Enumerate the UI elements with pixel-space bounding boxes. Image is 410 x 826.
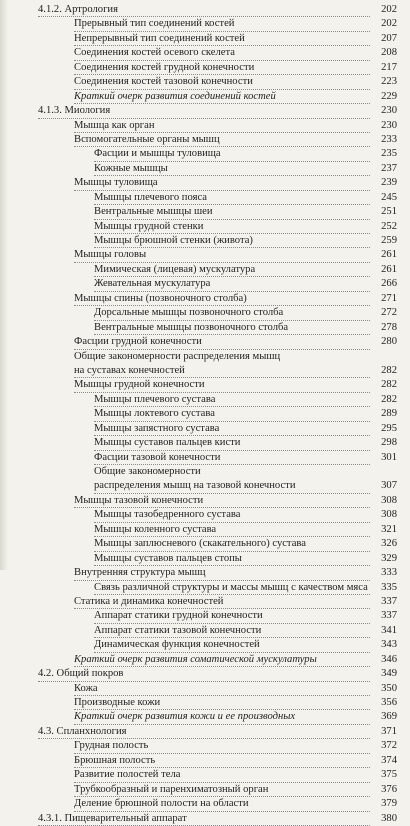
- toc-entry-page: 374: [381, 754, 397, 766]
- toc-entry: [0, 234, 410, 248]
- toc-entry: [0, 378, 410, 392]
- toc-entry-title: 4.3. Спланхнология: [38, 725, 370, 739]
- toc-entry: [0, 494, 410, 508]
- toc-entry: [0, 667, 410, 681]
- toc-entry-page: 321: [381, 523, 397, 535]
- toc-entry-title: Кожа: [74, 682, 370, 696]
- toc-entry-page: 223: [381, 76, 397, 88]
- toc-entry-page: 307: [381, 480, 397, 492]
- toc-entry: [0, 465, 410, 479]
- toc-entry-title: 4.1.2. Артрология: [38, 3, 370, 17]
- toc-entry-title: Аппарат статики тазовой конечности: [94, 624, 370, 638]
- toc-entry-page: 251: [381, 206, 397, 218]
- toc-entry-title: Общие закономерности: [94, 466, 201, 477]
- toc-entry: [0, 451, 410, 465]
- toc-entry-title: распределения мышц на тазовой конечности: [94, 479, 370, 493]
- toc-entry-title: Мышцы суставов пальцев кисти: [94, 436, 370, 450]
- table-of-contents: [0, 3, 410, 826]
- toc-entry-page: 230: [381, 105, 397, 117]
- toc-entry: [0, 147, 410, 161]
- toc-entry-page: 271: [381, 292, 397, 304]
- toc-entry-page: 337: [381, 610, 397, 622]
- toc-entry-page: 308: [381, 509, 397, 521]
- toc-entry-title: Мышцы грудной стенки: [94, 220, 370, 234]
- toc-entry-title: Мимическая (лицевая) мускулатура: [94, 263, 370, 277]
- toc-entry: [0, 292, 410, 306]
- toc-entry-page: 282: [381, 364, 397, 376]
- toc-entry-title: 4.2. Общий покров: [38, 667, 370, 681]
- toc-entry: [0, 75, 410, 89]
- toc-entry-page: 308: [381, 494, 397, 506]
- toc-entry-title: Мышцы тазовой конечности: [74, 494, 370, 508]
- toc-entry: [0, 479, 410, 493]
- toc-entry: [0, 609, 410, 623]
- toc-entry: [0, 523, 410, 537]
- toc-entry-page: 229: [381, 90, 397, 102]
- toc-entry-title: Фасции грудной конечности: [74, 335, 370, 349]
- toc-entry: [0, 133, 410, 147]
- toc-entry: [0, 248, 410, 262]
- toc-entry: [0, 90, 410, 104]
- toc-entry: [0, 581, 410, 595]
- toc-entry-title: Мышцы грудной конечности: [74, 378, 370, 392]
- toc-entry: [0, 191, 410, 205]
- toc-entry-title: Дорсальные мышцы позвоночного столба: [94, 306, 370, 320]
- toc-entry-title: Мышцы заплюсневого (скакательного) сустава: [94, 537, 370, 551]
- toc-entry-title: Жевательная мускулатура: [94, 277, 370, 291]
- toc-entry: [0, 638, 410, 652]
- toc-entry-title: Мышцы головы: [74, 248, 370, 262]
- toc-entry-title: Краткий очерк развития соединений костей: [74, 90, 370, 104]
- toc-entry-page: 298: [381, 437, 397, 449]
- toc-entry-title: Соединения костей грудной конечности: [74, 61, 370, 75]
- toc-entry-title: Производные кожи: [74, 696, 370, 710]
- toc-entry: [0, 783, 410, 797]
- toc-entry: [0, 364, 410, 378]
- toc-entry: [0, 508, 410, 522]
- toc-entry: [0, 220, 410, 234]
- toc-entry-page: 261: [381, 263, 397, 275]
- toc-entry-title: Мышцы плечевого пояса: [94, 191, 370, 205]
- toc-entry: [0, 812, 410, 826]
- toc-entry-page: 301: [381, 451, 397, 463]
- toc-entry-page: 233: [381, 133, 397, 145]
- toc-entry: [0, 595, 410, 609]
- toc-entry-page: 329: [381, 552, 397, 564]
- toc-entry-title: Мышцы туловища: [74, 176, 370, 190]
- toc-entry-title: Мышцы локтевого сустава: [94, 407, 370, 421]
- toc-entry-page: 202: [381, 4, 397, 15]
- toc-entry-page: 375: [381, 769, 397, 781]
- toc-entry-title: Трубкообразный и паренхиматозный орган: [74, 783, 370, 797]
- toc-entry-page: 202: [381, 18, 397, 30]
- toc-entry: [0, 306, 410, 320]
- toc-entry: [0, 3, 410, 17]
- toc-entry-title: Вентральные мышцы шеи: [94, 205, 370, 219]
- toc-entry-title: Аппарат статики грудной конечности: [94, 609, 370, 623]
- toc-entry: [0, 653, 410, 667]
- toc-entry: [0, 537, 410, 551]
- toc-entry: [0, 162, 410, 176]
- toc-entry-page: 369: [381, 711, 397, 723]
- toc-entry-page: 235: [381, 148, 397, 160]
- toc-entry-page: 372: [381, 740, 397, 752]
- toc-entry-page: 208: [381, 47, 397, 59]
- toc-entry: [0, 32, 410, 46]
- toc-entry-title: Фасции и мышцы туловища: [94, 147, 370, 161]
- toc-entry-page: 343: [381, 639, 397, 651]
- toc-entry: [0, 104, 410, 118]
- toc-entry: [0, 263, 410, 277]
- toc-entry-title: Динамическая функция конечностей: [94, 638, 370, 652]
- toc-entry: [0, 335, 410, 349]
- toc-entry-page: 333: [381, 567, 397, 579]
- toc-entry-page: 335: [381, 581, 397, 593]
- toc-entry: [0, 725, 410, 739]
- toc-entry-page: 341: [381, 624, 397, 636]
- toc-entry-page: 282: [381, 393, 397, 405]
- toc-entry-page: 245: [381, 191, 397, 203]
- toc-entry: [0, 696, 410, 710]
- toc-entry-page: 326: [381, 538, 397, 550]
- toc-entry-title: Грудная полость: [74, 739, 370, 753]
- toc-entry-page: 230: [381, 119, 397, 131]
- toc-entry: [0, 17, 410, 31]
- toc-entry-page: 337: [381, 595, 397, 607]
- toc-entry: [0, 119, 410, 133]
- toc-entry-title: Соединения костей осевого скелета: [74, 46, 370, 60]
- toc-entry: [0, 739, 410, 753]
- toc-entry-page: 252: [381, 220, 397, 232]
- toc-entry-title: Статика и динамика конечностей: [74, 595, 370, 609]
- toc-entry-title: Развитие полостей тела: [74, 768, 370, 782]
- toc-entry-page: 278: [381, 321, 397, 333]
- toc-entry: [0, 422, 410, 436]
- toc-entry: [0, 321, 410, 335]
- toc-entry-title: Общие закономерности распределения мышц: [74, 350, 281, 362]
- toc-entry-title: Фасции тазовой конечности: [94, 451, 370, 465]
- toc-entry: [0, 768, 410, 782]
- toc-entry-page: 272: [381, 307, 397, 319]
- toc-entry-page: 379: [381, 798, 397, 810]
- toc-entry-page: 289: [381, 408, 397, 420]
- toc-entry-page: 261: [381, 249, 397, 261]
- toc-entry-title: Кожные мышцы: [94, 162, 370, 176]
- toc-entry: [0, 754, 410, 768]
- toc-entry-title: Прерывный тип соединений костей: [74, 17, 370, 31]
- toc-entry-title: Мышцы суставов пальцев стопы: [94, 552, 370, 566]
- toc-entry-title: на суставах конечностей: [74, 364, 370, 378]
- toc-entry: [0, 710, 410, 724]
- toc-entry: [0, 797, 410, 811]
- toc-entry-page: 237: [381, 162, 397, 174]
- toc-entry-page: 346: [381, 653, 397, 665]
- toc-entry-page: 376: [381, 783, 397, 795]
- toc-entry-page: 280: [381, 336, 397, 348]
- toc-entry: [0, 566, 410, 580]
- toc-entry: [0, 350, 410, 364]
- toc-entry: [0, 277, 410, 291]
- toc-entry: [0, 407, 410, 421]
- toc-entry: [0, 61, 410, 75]
- toc-entry-title: Мышцы запястного сустава: [94, 422, 370, 436]
- toc-entry-title: Связь различной структуры и массы мышц с качеством мяса: [94, 581, 370, 595]
- toc-entry: [0, 436, 410, 450]
- toc-entry: [0, 46, 410, 60]
- toc-entry-title: Деление брюшной полости на области: [74, 797, 370, 811]
- toc-entry-page: 259: [381, 235, 397, 246]
- toc-entry-title: Внутренняя структура мышц: [74, 566, 370, 580]
- toc-entry-title: Мышцы тазобедренного сустава: [94, 508, 370, 522]
- toc-entry-page: 295: [381, 422, 397, 434]
- toc-entry-title: Соединения костей тазовой конечности: [74, 75, 370, 89]
- toc-entry-title: Мышцы спины (позвоночного столба): [74, 292, 370, 306]
- toc-entry-page: 207: [381, 32, 397, 44]
- toc-entry-title: Краткий очерк развития соматической мускулатуры: [74, 653, 370, 667]
- toc-entry: [0, 205, 410, 219]
- toc-entry-page: 239: [381, 177, 397, 189]
- toc-entry-title: Вспомогательные органы мышц: [74, 133, 370, 147]
- toc-entry-page: 350: [381, 682, 397, 694]
- toc-entry-title: Краткий очерк развития кожи и ее производных: [74, 710, 370, 724]
- toc-entry-page: 371: [381, 725, 397, 737]
- toc-entry: [0, 682, 410, 696]
- toc-entry-title: Мышцы плечевого сустава: [94, 393, 370, 407]
- toc-entry-title: Мышцы коленного сустава: [94, 523, 370, 537]
- toc-entry-page: 349: [381, 668, 397, 680]
- toc-entry: [0, 624, 410, 638]
- toc-entry-title: 4.1.3. Миология: [38, 104, 370, 118]
- toc-entry-title: Мышцы брюшной стенки (живота): [94, 234, 370, 248]
- toc-entry-page: 380: [381, 812, 397, 824]
- toc-entry: [0, 393, 410, 407]
- toc-entry-page: 266: [381, 278, 397, 290]
- toc-entry: [0, 176, 410, 190]
- toc-entry: [0, 552, 410, 566]
- toc-entry-title: Брюшная полость: [74, 754, 370, 768]
- toc-entry-page: 282: [381, 379, 397, 391]
- toc-entry-title: Вентральные мышцы позвоночного столба: [94, 321, 370, 335]
- toc-entry-title: 4.3.1. Пищеварительный аппарат: [38, 812, 370, 826]
- toc-entry-title: Непрерывный тип соединений костей: [74, 32, 370, 46]
- toc-entry-title: Мышца как орган: [74, 119, 370, 133]
- toc-entry-page: 356: [381, 697, 397, 708]
- toc-entry-page: 217: [381, 61, 397, 73]
